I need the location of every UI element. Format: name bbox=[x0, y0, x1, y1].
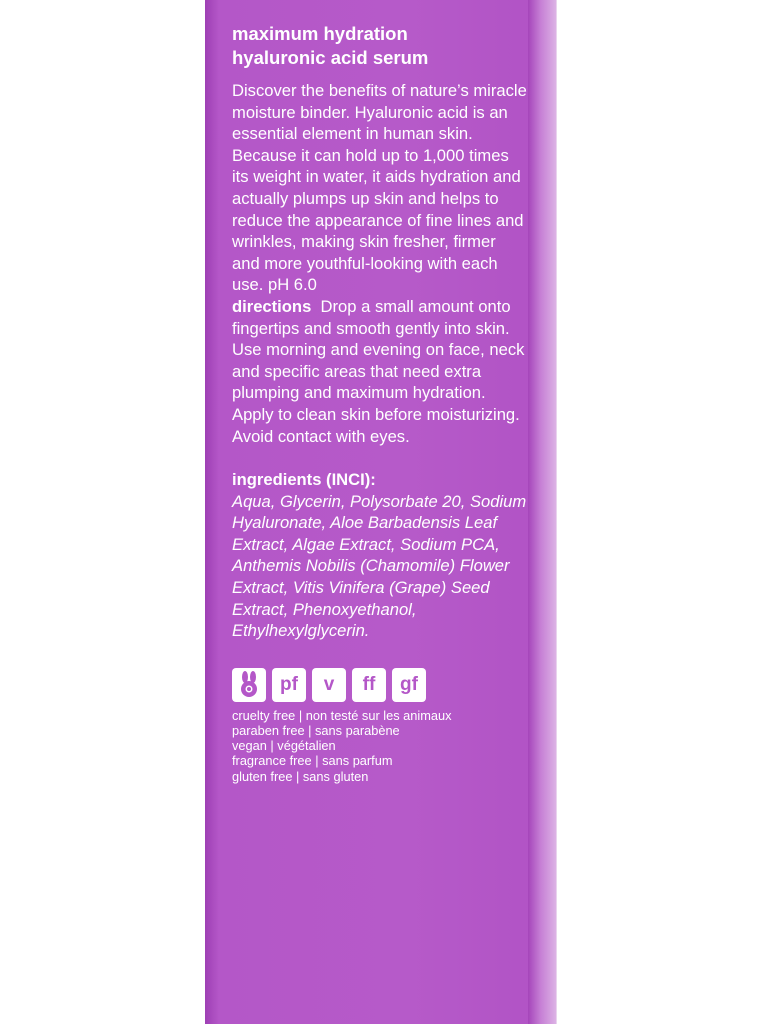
product-title bbox=[232, 22, 528, 70]
box-fold-edge bbox=[528, 0, 556, 1024]
certification-badges bbox=[232, 668, 528, 702]
fragrance-free-badge-label: ff bbox=[362, 673, 376, 695]
directions-label: directions bbox=[232, 296, 312, 316]
claims-list bbox=[232, 708, 528, 784]
paraben-free-badge-label: pf bbox=[280, 673, 298, 695]
directions-text: Drop a small amount onto fingertips and smooth gently into skin. Use morning and evening on face, neck and specific areas that need extra plumping and maximum hydration. Apply to clean skin before moisturizing. Avoid contact with eyes. bbox=[232, 296, 525, 446]
vegan-badge bbox=[312, 668, 346, 702]
product-title-line2: hyaluronic acid serum bbox=[232, 47, 429, 68]
claim-vegan: vegan | végétalien bbox=[232, 738, 336, 754]
bunny-icon bbox=[232, 668, 266, 702]
ingredients-label: ingredients (INCI): bbox=[232, 470, 376, 490]
label-content bbox=[232, 22, 528, 784]
vegan-badge-label: v bbox=[323, 673, 335, 695]
claim-gluten-free: gluten free | sans gluten bbox=[232, 768, 369, 784]
box-edge-line bbox=[556, 0, 557, 1024]
product-description-block bbox=[232, 80, 528, 447]
gluten-free-badge bbox=[392, 668, 426, 702]
product-title-line1: maximum hydration bbox=[232, 23, 408, 44]
product-description: Discover the benefits of nature’s miracle moisture binder. Hyaluronic acid is an essential element in human skin. Because it can hold up to 1,000 times its weight in water, it aids hydration and actually plumps up skin and helps to reduce the appearance of fine lines and wrinkles, making skin fresher, firmer and more youthful-looking with each use. pH 6.0 bbox=[232, 81, 527, 295]
claim-paraben-free: paraben free | sans parabène bbox=[232, 723, 400, 739]
gluten-free-badge-label: gf bbox=[400, 673, 418, 695]
paraben-free-badge bbox=[272, 668, 306, 702]
claim-cruelty-free: cruelty free | non testé sur les animaux bbox=[232, 707, 452, 723]
ingredients-text: Aqua, Glycerin, Polysorbate 20, Sodium Hyaluronate, Aloe Barbadensis Leaf Extract, Algae Extract, Sodium PCA, Anthemis Nobilis (Chamomile) Flower Extract, Vitis Vinifera (Grape) Seed Extract, Phenoxyethanol, Ethylhexylglycerin. bbox=[232, 491, 527, 641]
claim-fragrance-free: fragrance free | sans parfum bbox=[232, 753, 393, 769]
fragrance-free-badge bbox=[352, 668, 386, 702]
